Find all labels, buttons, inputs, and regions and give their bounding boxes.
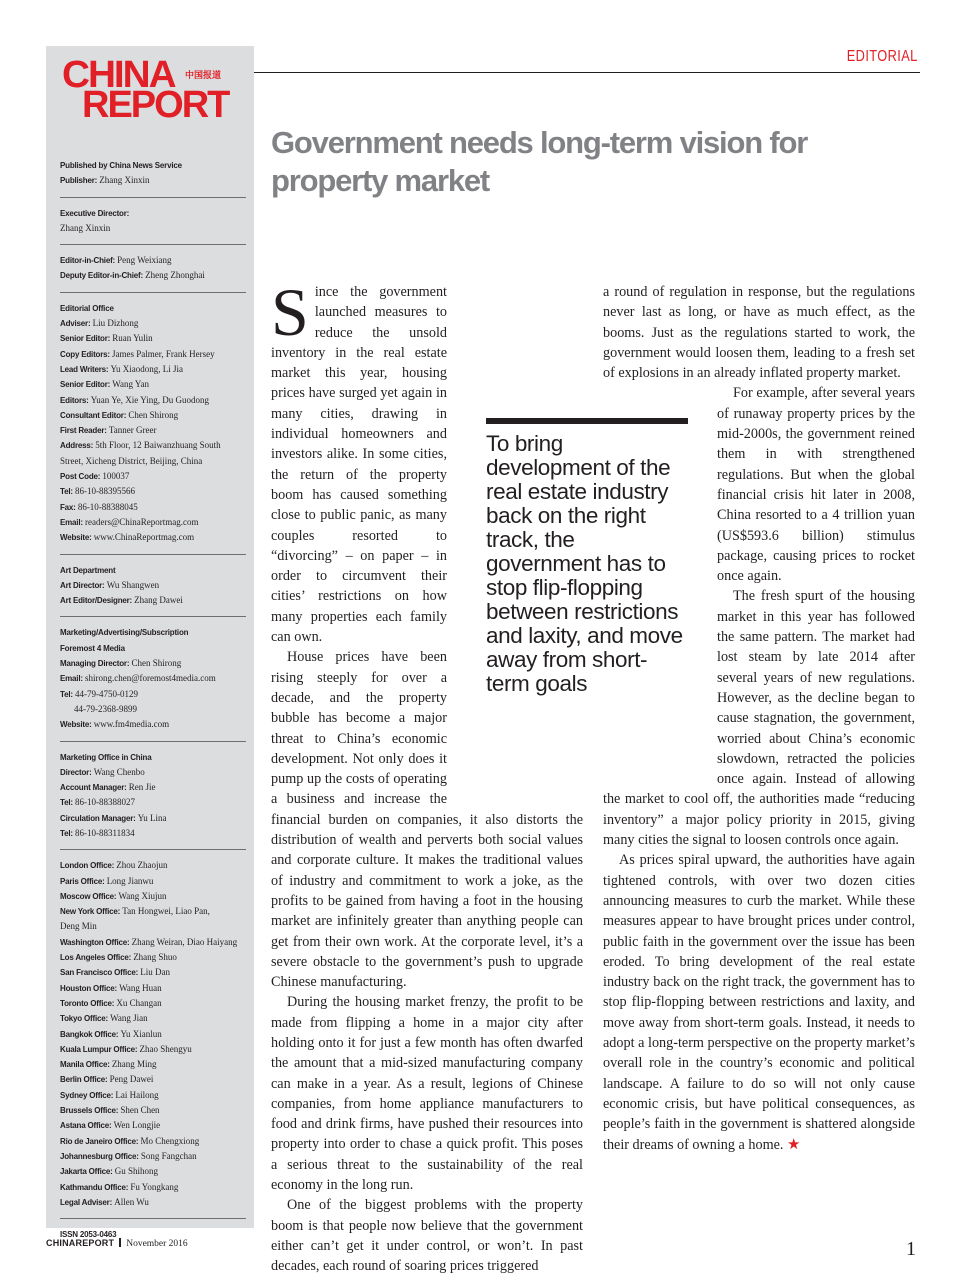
masthead-line xyxy=(60,408,246,423)
masthead-line xyxy=(60,1072,246,1087)
article-headline: Government needs long-term vision for property market xyxy=(271,125,808,198)
masthead-role: Kuala Lumpur Office: xyxy=(60,1044,138,1054)
masthead-role: Publisher: xyxy=(60,176,98,186)
masthead-line xyxy=(60,702,246,717)
masthead-role: Johannesburg Office: xyxy=(60,1151,139,1161)
masthead-name: James Palmer, Frank Hersey xyxy=(112,348,215,359)
masthead-line xyxy=(60,765,246,780)
masthead-role: Tel: xyxy=(60,828,73,838)
masthead-name: 86-10-88388027 xyxy=(75,797,135,808)
masthead-line xyxy=(60,950,246,965)
masthead-line xyxy=(60,826,246,841)
masthead-name: Zheng Zhonghai xyxy=(145,270,205,281)
masthead-name: readers@ChinaReportmag.com xyxy=(84,516,199,527)
masthead-role: Deputy Editor-in-Chief: xyxy=(60,271,143,281)
masthead-role: Marketing/Advertising/Subscription xyxy=(60,628,189,638)
masthead-role: Email: xyxy=(60,674,83,684)
masthead-line xyxy=(60,362,246,377)
masthead-role: Foremost 4 Media xyxy=(60,643,125,653)
masthead-name: Ruan Yulin xyxy=(112,333,153,344)
masthead-line xyxy=(60,1180,246,1195)
masthead-role: Senior Editor: xyxy=(60,380,111,390)
masthead-line xyxy=(60,1164,246,1179)
masthead-role: New York Office: xyxy=(60,907,121,917)
masthead-role: London Office: xyxy=(60,861,115,871)
masthead-line xyxy=(60,454,246,469)
footer-issue: November 2016 xyxy=(126,1239,188,1249)
masthead-line xyxy=(60,641,246,656)
masthead-role: Circulation Manager: xyxy=(60,813,136,823)
masthead-role: Tokyo Office: xyxy=(60,1014,108,1024)
masthead-role: First Reader: xyxy=(60,426,107,436)
article-paragraph: The fresh spurt of the housing market in this year has followed the same pattern. The market had lost steam by late 2014 after several years of new regulations. However, as the decline began to cause stagnation, the government, worried about China’s economic slowdown, retracted the policies once again. Instead of allowing the market to cool off, the authorities made “reducing inventory” a major policy priority in 2015, giving many cities the signal to loosen controls once again. xyxy=(603,588,915,849)
masthead-section xyxy=(60,742,246,851)
masthead-role: Berlin Office: xyxy=(60,1075,108,1085)
masthead-role: Jakarta Office: xyxy=(60,1167,113,1177)
masthead-section xyxy=(60,245,246,293)
masthead-role: Account Manager: xyxy=(60,783,127,793)
masthead-line xyxy=(60,965,246,980)
masthead-name: Zhang Xinxin xyxy=(60,222,111,233)
masthead-name: Zhao Shengyu xyxy=(139,1043,192,1054)
masthead-line xyxy=(60,1149,246,1164)
masthead-role: Address: xyxy=(60,441,94,451)
masthead-name: Tanner Greer xyxy=(108,425,157,436)
masthead-line xyxy=(60,671,246,686)
masthead-name: Zhou Zhaojun xyxy=(116,860,168,871)
masthead-name: www.fm4media.com xyxy=(93,719,170,730)
masthead-line xyxy=(60,904,246,919)
masthead-line xyxy=(60,889,246,904)
masthead-role: Marketing Office in China xyxy=(60,752,152,762)
masthead-name: Chen Shirong xyxy=(131,658,182,669)
masthead-line xyxy=(60,347,246,362)
masthead-line xyxy=(60,1011,246,1026)
masthead-name: 44-79-4750-0129 xyxy=(75,688,138,699)
masthead-line xyxy=(60,780,246,795)
masthead-name: Wang Chenbo xyxy=(93,766,145,777)
masthead-line xyxy=(60,438,246,453)
masthead-name: Xu Changan xyxy=(116,997,162,1008)
masthead-name: Gu Shihong xyxy=(114,1166,159,1177)
masthead-name: Lai Hailong xyxy=(115,1089,159,1100)
masthead-sidebar xyxy=(46,46,254,1240)
masthead-line xyxy=(60,687,246,702)
masthead-name: 44-79-2368-9899 xyxy=(74,703,137,714)
masthead-role: Website: xyxy=(60,720,92,730)
masthead-role: Art Director: xyxy=(60,580,105,590)
masthead-line xyxy=(60,1042,246,1057)
masthead-name: Allen Wu xyxy=(114,1196,149,1207)
masthead-line xyxy=(60,316,246,331)
masthead-name: shirong.chen@foremost4media.com xyxy=(84,673,216,684)
masthead-line xyxy=(60,717,246,732)
masthead-line xyxy=(60,301,246,316)
logo-chinese-text: 中国报道 xyxy=(185,71,222,81)
masthead-name: Wang Xiujun xyxy=(118,890,167,901)
masthead-role: Rio de Janeiro Office: xyxy=(60,1136,139,1146)
masthead-line xyxy=(60,996,246,1011)
article-paragraph: During the housing market frenzy, the profit to be made from flipping a home in a major city after holding onto it for just a few month has often dwarfed the amount that a mid-sized manufacturing company can make in a year. As a result, legions of Chinese companies, from home appliance manufacturers to food and drink firms, have pushed their resources into property into order to chase a quick profit. This poses a serious threat to the sustainability of the real economy in the long run. xyxy=(271,994,583,1194)
masthead-name: Wang Huan xyxy=(119,982,162,993)
paragraph-text: As prices spiral upward, the authorities have again tightened controls, with over two dozen cities announcing measures to curb the market. While these measures appear to have brought prices under control, public faith in the government over the issue has been eroded. To bring development of the real estate industry back on the right track, the government has to stop flip-flopping between restrictions and laxity, and move away from short-term goals. Instead, it needs to adopt a long-term perspective on the property market’s overall role in the country’s economic and political landscape. A failure to do so will not only cause economic crisis, but have political consequences, as people’s faith in the government is shattered alongside their dreams of owning a home. xyxy=(603,852,915,1154)
masthead-role: Manila Office: xyxy=(60,1060,110,1070)
masthead-role: Website: xyxy=(60,533,92,543)
article-paragraph: House prices have been rising steeply for over a decade, and the property bubble has become a major threat to China’s economic development. Not only does it pump up the costs of operating a business and increase the financial burden on companies, it also distorts the distribution of wealth and perverts both social values and corporate culture. It makes the traditional values of industry and commitment to work a joke, as the profits to be gained from having a foot in the housing market are infinitely greater than anything people can get from their own work. At the corporate level, it’s a severe obstacle to the government’s push to upgrade Chinese manufacturing. xyxy=(271,649,583,991)
masthead-section xyxy=(60,555,246,618)
page-footer xyxy=(46,1238,188,1249)
masthead-name: Zhang Ming xyxy=(111,1059,157,1070)
masthead-line xyxy=(60,1027,246,1042)
masthead-role: Moscow Office: xyxy=(60,891,117,901)
masthead-name: Deng Min xyxy=(60,921,97,932)
masthead-role: Fax: xyxy=(60,502,76,512)
masthead-line xyxy=(60,469,246,484)
masthead-name: Shen Chen xyxy=(120,1105,160,1116)
masthead-name: Liu Dizhong xyxy=(92,318,139,329)
masthead-line xyxy=(60,500,246,515)
masthead-role: Los Angeles Office: xyxy=(60,953,132,963)
masthead-line xyxy=(60,1195,246,1210)
masthead-name: 86-10-88388045 xyxy=(77,501,138,512)
masthead-role: Editorial Office xyxy=(60,303,114,313)
masthead-line xyxy=(60,563,246,578)
masthead-line xyxy=(60,1134,246,1149)
masthead-role: Art Editor/Designer: xyxy=(60,596,133,606)
masthead-name: 5th Floor, 12 Baiwanzhuang South xyxy=(95,440,221,451)
masthead-line xyxy=(60,858,246,873)
china-report-logo xyxy=(60,56,246,136)
logo-report-text: REPORT xyxy=(82,84,229,126)
masthead-name: Yuan Ye, Xie Ying, Du Guodong xyxy=(90,394,209,405)
masthead-name: Wang Jian xyxy=(110,1013,148,1024)
masthead-role: Paris Office: xyxy=(60,876,105,886)
masthead-line xyxy=(60,578,246,593)
masthead-line xyxy=(60,268,246,283)
masthead-name: Wang Yan xyxy=(112,379,150,390)
masthead-name: 86-10-88395566 xyxy=(75,486,135,497)
masthead-role: Houston Office: xyxy=(60,983,117,993)
masthead-role: San Francisco Office: xyxy=(60,968,139,978)
footer-brand: CHINAREPORT xyxy=(46,1238,115,1248)
masthead-line xyxy=(60,811,246,826)
masthead-role: Art Department xyxy=(60,565,116,575)
article-paragraph: One of the biggest problems with the property boom is that people now believe that the government either can’t get it under control, or won’t. In past decades, each round of soaring prices triggered xyxy=(271,1197,583,1275)
masthead-name: Wu Shangwen xyxy=(106,579,160,590)
masthead-role: Editor-in-Chief: xyxy=(60,256,116,266)
masthead-line xyxy=(60,750,246,765)
masthead-name: Ren Jie xyxy=(128,782,156,793)
masthead-name: Chen Shirong xyxy=(128,409,179,420)
masthead-line xyxy=(60,656,246,671)
masthead-role: Editors: xyxy=(60,395,89,405)
masthead-role: Washington Office: xyxy=(60,937,130,947)
masthead-name: Zhang Dawei xyxy=(134,595,183,606)
article-paragraph: a round of regulation in response, but the regulations never last as long, or have as much effect, as the booms. Just as the regulations started to work, the government would loosen them, leading to a fresh set of explosions in an already inflated property market. xyxy=(603,284,915,382)
masthead-section xyxy=(60,850,246,1219)
masthead-role: Bangkok Office: xyxy=(60,1029,119,1039)
masthead-name: Tan Hongwei, Liao Pan, xyxy=(122,906,210,917)
masthead-name: Mo Chengxiong xyxy=(140,1135,200,1146)
masthead-section xyxy=(60,198,246,246)
masthead-credits xyxy=(60,136,246,1250)
masthead-role: Adviser: xyxy=(60,319,91,329)
masthead-line xyxy=(60,530,246,545)
pull-quote-text: To bring development of the real estate industry back on the right track, the government has to stop flip-flopping between restrictions and laxity, and move away from short-term goals xyxy=(486,431,683,696)
masthead-line xyxy=(60,795,246,810)
masthead-role: Sydney Office: xyxy=(60,1090,114,1100)
masthead-line xyxy=(60,331,246,346)
masthead-line xyxy=(60,1057,246,1072)
masthead-line xyxy=(60,515,246,530)
article-paragraph xyxy=(603,850,915,1155)
masthead-role: Tel: xyxy=(60,798,73,808)
masthead-name: Yu Xiaodong, Li Jia xyxy=(110,363,184,374)
masthead-role: Lead Writers: xyxy=(60,364,109,374)
masthead-role: Director: xyxy=(60,767,92,777)
masthead-line xyxy=(60,377,246,392)
masthead-role: Copy Editors: xyxy=(60,349,110,359)
masthead-role: Managing Director: xyxy=(60,659,130,669)
masthead-line xyxy=(60,935,246,950)
masthead-name: Liu Dan xyxy=(140,967,170,978)
masthead-line xyxy=(60,1103,246,1118)
masthead-section xyxy=(60,136,246,198)
masthead-name: Zhang Xinxin xyxy=(99,175,150,186)
masthead-role: Legal Adviser: xyxy=(60,1197,113,1207)
masthead-role: ISSN 2053-0463 xyxy=(60,1230,117,1240)
pull-quote xyxy=(486,418,688,696)
masthead-name: Zhang Weiran, Diao Haiyang xyxy=(131,936,238,947)
masthead-name: 86-10-88311834 xyxy=(75,827,135,838)
masthead-role: Consultant Editor: xyxy=(60,410,127,420)
masthead-line xyxy=(60,484,246,499)
masthead-name: Street, Xicheng District, Beijing, China xyxy=(60,455,203,466)
masthead-line xyxy=(60,1088,246,1103)
masthead-line xyxy=(60,981,246,996)
page-number: 1 xyxy=(906,1238,916,1260)
masthead-role: Senior Editor: xyxy=(60,334,111,344)
masthead-name: Peng Weixiang xyxy=(117,255,172,266)
masthead-name: Fu Yongkang xyxy=(130,1181,179,1192)
masthead-name: Song Fangchan xyxy=(140,1150,197,1161)
masthead-line xyxy=(60,1118,246,1133)
masthead-name: Yu Lina xyxy=(137,812,167,823)
masthead-role: Tel: xyxy=(60,487,73,497)
masthead-role: Post Code: xyxy=(60,472,101,482)
masthead-role: Email: xyxy=(60,517,83,527)
masthead-name: www.ChinaReportmag.com xyxy=(93,532,195,543)
article-column-2 xyxy=(603,282,915,1156)
masthead-line xyxy=(60,919,246,934)
paragraph-text: For example, after several years of runaway property prices by the mid-2000s, the government reined them in with strengthened regulations. But when the global financial crisis hit later in 2008, China resorted to a 4 trillion yuan (US$593.6 billion) stimulus package, causing prices to rocket once again. xyxy=(717,385,915,585)
masthead-role: Brussels Office: xyxy=(60,1106,119,1116)
header-rule xyxy=(254,72,920,73)
masthead-role: Astana Office: xyxy=(60,1121,112,1131)
masthead-role: Published by China News Service xyxy=(60,161,182,170)
drop-cap: S xyxy=(271,274,309,350)
masthead-name: 100037 xyxy=(102,471,130,482)
masthead-name: Zhang Shuo xyxy=(133,952,177,963)
masthead-section xyxy=(60,617,246,741)
masthead-name: Wen Longjie xyxy=(113,1120,161,1131)
masthead-section xyxy=(60,293,246,555)
masthead-role: Tel: xyxy=(60,689,73,699)
masthead-role: Kathmandu Office: xyxy=(60,1182,129,1192)
masthead-line xyxy=(60,423,246,438)
footer-separator xyxy=(119,1238,121,1247)
masthead-line xyxy=(60,221,246,236)
paragraph-text: ince the government launched measures to reduce the unsold inventory in the real estate market this year, housing prices have surged yet again in many cities, drawing in individual homeowners and investors alike. In some cities, the return of the property boom has caused something close to public panic, as many couples resorted to “divorcing” – on paper – in order to circumvent their cities’ restrictions on how many properties each family can own. xyxy=(271,284,447,646)
masthead-line xyxy=(60,173,246,188)
masthead-line xyxy=(60,158,246,173)
section-label: EDITORIAL xyxy=(847,48,918,65)
masthead-line xyxy=(60,593,246,608)
masthead-line xyxy=(60,253,246,268)
masthead-line xyxy=(60,874,246,889)
masthead-line xyxy=(60,625,246,640)
masthead-role: Executive Director: xyxy=(60,208,130,218)
logo-china-text: CHINA xyxy=(62,54,175,96)
masthead-name: Peng Dawei xyxy=(109,1074,154,1085)
end-star-icon: ★ xyxy=(787,1135,801,1154)
masthead-line xyxy=(60,393,246,408)
masthead-name: Yu Xianlun xyxy=(120,1028,162,1039)
masthead-name: Long Jianwu xyxy=(106,875,154,886)
masthead-line xyxy=(60,206,246,221)
masthead-role: Toronto Office: xyxy=(60,998,115,1008)
